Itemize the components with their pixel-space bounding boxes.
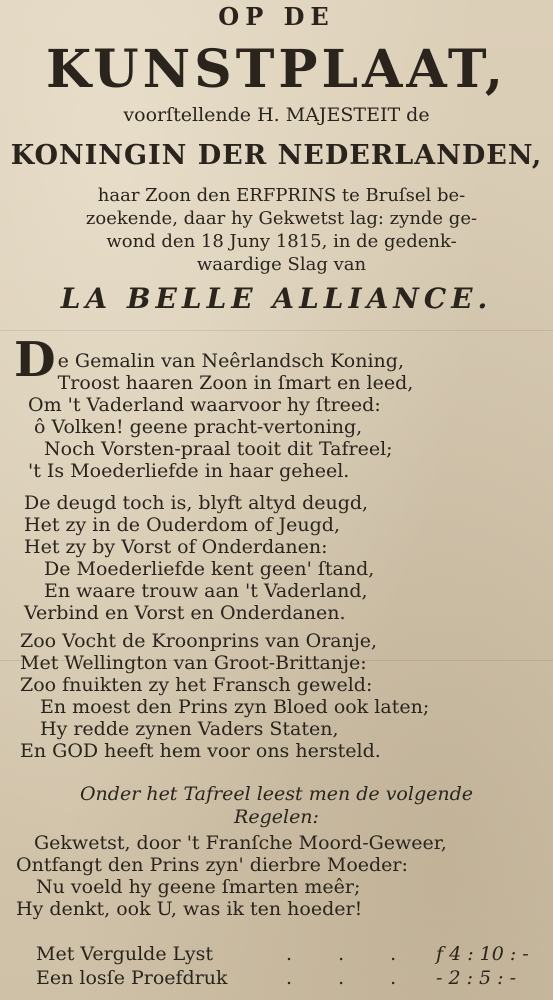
poem-stanza-3 [14,630,543,762]
drop-cap: D [14,332,56,388]
poem-line: Het zy by Vorst of Onderdanen: [24,536,328,558]
price-row [36,942,533,966]
poem-line: Troost haaren Zoon in ſmart en leed, [57,372,414,394]
poem-stanza-1 [14,332,543,482]
caption-verse [14,832,543,920]
price-amount: f 4 : 10 : - [436,943,529,965]
caption-intro-2: Regelen: [234,806,319,828]
battle-title: LA BELLE ALLIANCE. [60,282,493,315]
poem-line: Zoo fnuikten zy het Fransch geweld: [20,674,373,696]
price-amount: - 2 : 5 : - [436,967,517,989]
title-line-1: OP DE [218,2,335,31]
price-list [36,942,533,990]
verse-line: Nu voeld hy geene ſmarten meêr; [36,876,361,898]
verse-line: Gekwetst, door 't Franſche Moord-Geweer, [34,832,447,854]
poem-line: Met Wellington van Groot-Brittanje: [20,652,367,674]
verse-line: Hy denkt, ook U, was ik ten hoeder! [16,898,363,920]
poem-line: En waare trouw aan 't Vaderland, [44,580,368,602]
subtitle-line: wond den 18 Juny 1815, in de gedenk- [106,231,457,252]
poem-line: Noch Vorsten-praal tooit dit Tafreel; [44,438,393,460]
poem-line: De Moederliefde kent geen' ſtand, [44,558,375,580]
subtitle-line: haar Zoon den ERFPRINS te Bruſsel be- [97,185,466,206]
poem-stanza-2 [14,492,543,624]
subtitle-line: waardige Slag van [196,254,367,275]
price-dots: . . . [286,967,417,989]
poem-line: En GOD heeft hem voor ons hersteld. [20,740,381,762]
price-row [36,966,533,990]
poem-line: De deugd toch is, blyft altyd deugd, [24,492,369,514]
price-dots: . . . [286,943,417,965]
title-line-2: KUNSTPLAAT, [45,39,508,100]
title-line-4: KONINGIN DER NEDERLANDEN, [10,140,543,171]
price-label: Een losſe Proefdruk [36,967,228,989]
poem-line: En moest den Prins zyn Bloed ook laten; [40,696,430,718]
subtitle-block [40,184,523,276]
caption-intro: Onder het Tafreel leest men de volgende [79,783,474,805]
subtitle-line: zoekende, daar hy Gekwetst lag: zynde ge- [85,208,478,229]
title-line-3: voorſtellende H. MAJESTEIT de [123,104,430,126]
poem-line: 't Is Moederliefde in haar geheel. [28,460,350,482]
price-label: Met Vergulde Lyst [36,943,214,965]
verse-line: Ontfangt den Prins zyn' dierbre Moeder: [16,854,408,876]
poem-line: Verbind en Vorst en Onderdanen. [24,602,346,624]
poem-line: Het zy in de Ouderdom of Jeugd, [24,514,341,536]
poem-line: Hy redde zynen Vaders Staten, [40,718,339,740]
poem-line: e Gemalin van Neêrlandsch Koning, [57,350,404,372]
poem-line: ô Volken! geene pracht-vertoning, [34,416,363,438]
poem-line: Zoo Vocht de Kroonprins van Oranje, [20,630,378,652]
poem-line: Om 't Vaderland waarvoor hy ſtreed: [28,394,381,416]
